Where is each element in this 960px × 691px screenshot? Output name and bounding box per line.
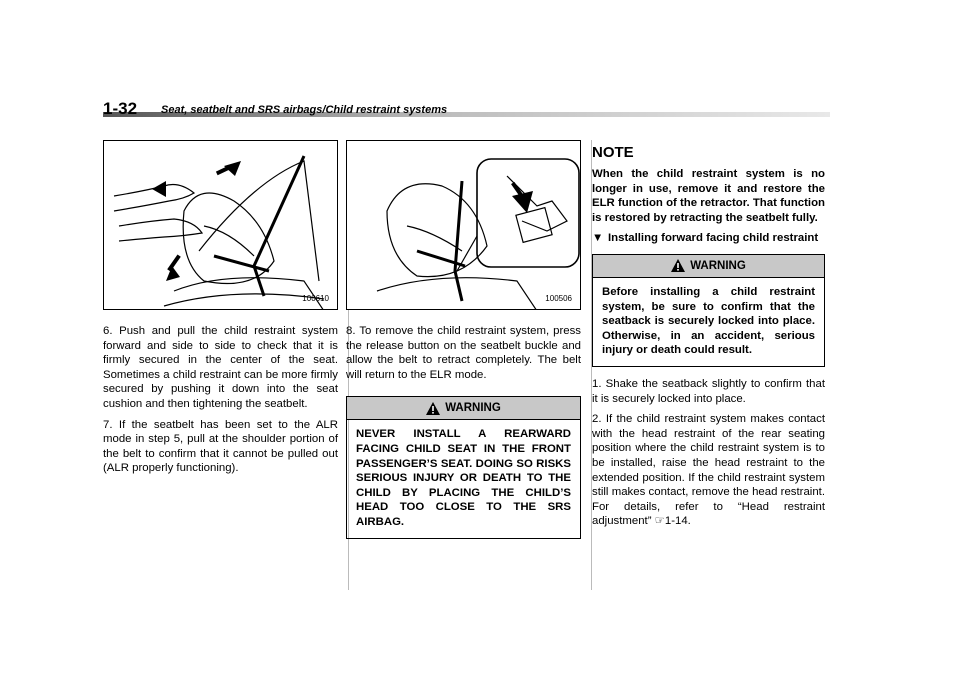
figure-code: 100506 [545, 294, 572, 303]
warning-header [593, 255, 824, 278]
subsection-heading-text: Installing forward facing child restraint [608, 232, 819, 245]
note-title: NOTE [592, 144, 634, 161]
step-1-text: 1. Shake the seatback slightly to confirm that it is securely locked into place. [592, 377, 825, 405]
warning-title: WARNING [445, 402, 501, 415]
subsection-heading [592, 231, 825, 246]
child-seat-push-illustration [104, 141, 338, 310]
figure-push-pull-child-seat [103, 140, 338, 310]
figure-code: 100610 [302, 294, 329, 303]
section-title: Seat, seatbelt and SRS airbags/Child restraint systems [161, 104, 448, 116]
warning-triangle-icon [426, 402, 440, 415]
warning-triangle-icon [671, 259, 685, 272]
right-column [592, 140, 825, 535]
note-text: When the child restraint system is no longer in use, remove it and restore the ELR function of the retractor. That function is restored by retracting the seatbelt fully. [592, 168, 825, 224]
warning-header [347, 397, 580, 420]
warning-text: Before installing a child restraint system, be sure to confirm that the seatback is securely locked into place. Otherwise, in an accident, serious injury or death could result. [602, 285, 815, 357]
step-7-text: 7. If the seatbelt has been set to the ALR mode in step 5, pull at the shoulder portion of the belt to confirm that it cannot be pulled out (ALR properly functioning). [103, 418, 338, 475]
page-header [103, 99, 830, 121]
warning-box [346, 396, 581, 538]
step-6-text: 6. Push and pull the child restraint system forward and side to side to check that it is firmly secured in the center of the seat. Sometimes a child restraint can be more firmly secured by pushing it down into the seat cushion and then tightening the seatbelt. [103, 325, 338, 410]
left-column [103, 140, 338, 482]
bullet-triangle-icon: ▼ [592, 232, 604, 245]
middle-column [346, 140, 581, 549]
warning-box [592, 254, 825, 367]
buckle-release-illustration [347, 141, 581, 310]
warning-text: NEVER INSTALL A REARWARD FACING CHILD SEAT IN THE FRONT PASSENGER’S SEAT. DOING SO RISKS SERIOUS INJURY OR DEATH TO THE CHILD BY PLACING THE CHILD’S HEAD TOO CLOSE TO THE SRS AIRBAG. [356, 428, 571, 528]
warning-title: WARNING [690, 259, 746, 272]
step-2-text: 2. If the child restraint system makes contact with the head restraint of the rear seating position where the child restraint system is to be installed, raise the head restraint to the extended position. If the child restraint system still makes contact, remove the head restraint. For details, refer to “Head restraint adjustment” ☞1-14. [592, 413, 825, 528]
page-number: 1-32 [103, 99, 138, 118]
figure-release-buckle [346, 140, 581, 310]
step-8-text: 8. To remove the child restraint system, press the release button on the seatbelt buckle and allow the belt to retract completely. The belt will return to the ELR mode. [346, 325, 581, 381]
